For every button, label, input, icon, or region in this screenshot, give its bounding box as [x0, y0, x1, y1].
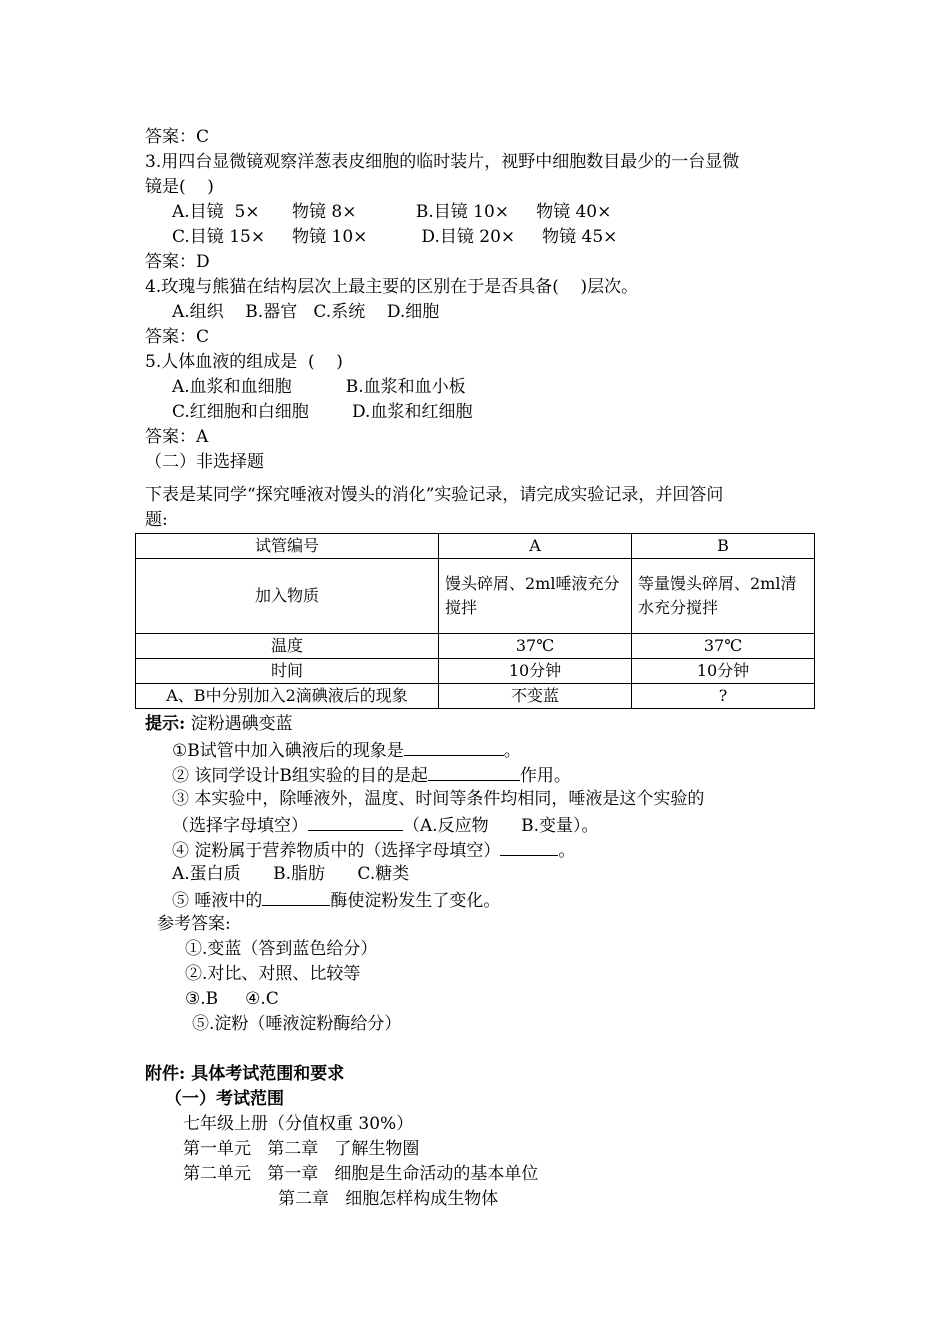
hint-text: 淀粉遇碘变蓝 [185, 714, 293, 734]
table-cell: 馒头碎屑、2ml唾液充分搅拌 [439, 559, 632, 634]
table-row [136, 559, 815, 634]
table-cell: 10分钟 [439, 659, 632, 684]
reference-answer-5: ⑤.淀粉（唾液淀粉酶给分） [192, 1014, 402, 1034]
sub-question-2 [172, 762, 571, 789]
hint-label: 提示: [145, 714, 186, 734]
table-cell: ? [632, 684, 815, 709]
table-cell: 等量馒头碎屑、2ml清水充分搅拌 [632, 559, 815, 634]
experiment-record-table [135, 533, 815, 709]
answer-blank-2[interactable] [428, 762, 520, 781]
table-header-row [136, 534, 815, 559]
sub-question-4 [172, 837, 575, 864]
grade-weight: 七年级上册（分值权重 30%） [183, 1114, 414, 1134]
table-header-cell: B [632, 534, 815, 559]
reference-answer-2: ②.对比、对照、比较等 [185, 964, 361, 984]
reference-answer-3-4: ③.B ④.C [185, 989, 279, 1009]
sub-question-1 [172, 737, 521, 764]
table-intro-line2: 题: [145, 510, 168, 530]
sub-question-1-end: 。 [503, 741, 521, 761]
question-3-line1: 3.用四台显微镜观察洋葱表皮细胞的临时装片，视野中细胞数目最少的一台显微 [145, 152, 740, 172]
unit-1-chapter-2: 第一单元 第二章 了解生物圈 [183, 1139, 420, 1159]
answer-blank-4[interactable] [500, 837, 558, 856]
answer-blank-5[interactable] [262, 887, 330, 906]
table-cell: 加入物质 [136, 559, 439, 634]
sub-question-4-text: ④ 淀粉属于营养物质中的（选择字母填空） [172, 841, 501, 861]
table-header-cell: 试管编号 [136, 534, 439, 559]
appendix-title: 附件: 具体考试范围和要求 [145, 1064, 345, 1084]
unit-2-chapter-2: 第二章 细胞怎样构成生物体 [278, 1189, 499, 1209]
table-cell: 不变蓝 [439, 684, 632, 709]
sub-question-1-text: ①B试管中加入碘液后的现象是 [172, 741, 404, 761]
reference-answer-title: 参考答案: [157, 914, 231, 934]
sub-question-5 [172, 887, 500, 914]
table-row [136, 659, 815, 684]
sub-question-2-text: ② 该同学设计B组实验的目的是起 [172, 766, 428, 786]
sub-question-4-options: A.蛋白质 B.脂肪 C.糖类 [172, 864, 410, 884]
table-cell: 温度 [136, 634, 439, 659]
answer-blank-3[interactable] [308, 812, 403, 831]
section-heading-non-choice: （二）非选择题 [145, 452, 264, 472]
answer-q2: 答案：C [145, 127, 210, 147]
answer-q5: 答案：A [145, 427, 209, 447]
sub-question-5-end: 酶使淀粉发生了变化。 [330, 891, 501, 911]
answer-q3: 答案：D [145, 252, 210, 272]
hint-line [145, 712, 293, 737]
question-4-options: A.组织 B.器官 C.系统 D.细胞 [172, 302, 440, 322]
table-row [136, 684, 815, 709]
sub-question-5-text: ⑤ 唾液中的 [172, 891, 263, 911]
table-intro-line1: 下表是某同学“探究唾液对馒头的消化”实验记录，请完成实验记录，并回答问 [145, 485, 724, 505]
answer-blank-1[interactable] [404, 737, 504, 756]
table-cell: 37℃ [439, 634, 632, 659]
sub-question-3-end: （A.反应物 B.变量）。 [403, 816, 599, 836]
question-5: 5.人体血液的组成是 ( ) [145, 352, 343, 372]
table-cell: 10分钟 [632, 659, 815, 684]
sub-question-3-text: （选择字母填空） [172, 816, 308, 836]
question-3-options-cd: C.目镜 15× 物镜 10× D.目镜 20× 物镜 45× [172, 227, 618, 247]
appendix-section-scope: （一）考试范围 [165, 1089, 284, 1109]
question-4: 4.玫瑰与熊猫在结构层次上最主要的区别在于是否具备( )层次。 [145, 277, 639, 297]
table-cell: 时间 [136, 659, 439, 684]
table-row [136, 634, 815, 659]
question-5-options-cd: C.红细胞和白细胞 D.血浆和红细胞 [172, 402, 473, 422]
unit-2-chapter-1: 第二单元 第一章 细胞是生命活动的基本单位 [183, 1164, 539, 1184]
question-3-options-ab: A.目镜 5× 物镜 8× B.目镜 10× 物镜 40× [172, 202, 612, 222]
sub-question-3-line2 [172, 812, 599, 839]
answer-q4: 答案：C [145, 327, 210, 347]
sub-question-3-line1: ③ 本实验中，除唾液外，温度、时间等条件均相同，唾液是这个实验的 [172, 789, 705, 809]
sub-question-4-end: 。 [558, 841, 576, 861]
table-header-cell: A [439, 534, 632, 559]
table-cell: 37℃ [632, 634, 815, 659]
reference-answer-1: ①.变蓝（答到蓝色给分） [185, 939, 378, 959]
sub-question-2-end: 作用。 [519, 766, 571, 786]
question-5-options-ab: A.血浆和血细胞 B.血浆和血小板 [172, 377, 466, 397]
table-cell: A、B中分别加入2滴碘液后的现象 [136, 684, 439, 709]
question-3-line2: 镜是( ) [145, 177, 214, 197]
